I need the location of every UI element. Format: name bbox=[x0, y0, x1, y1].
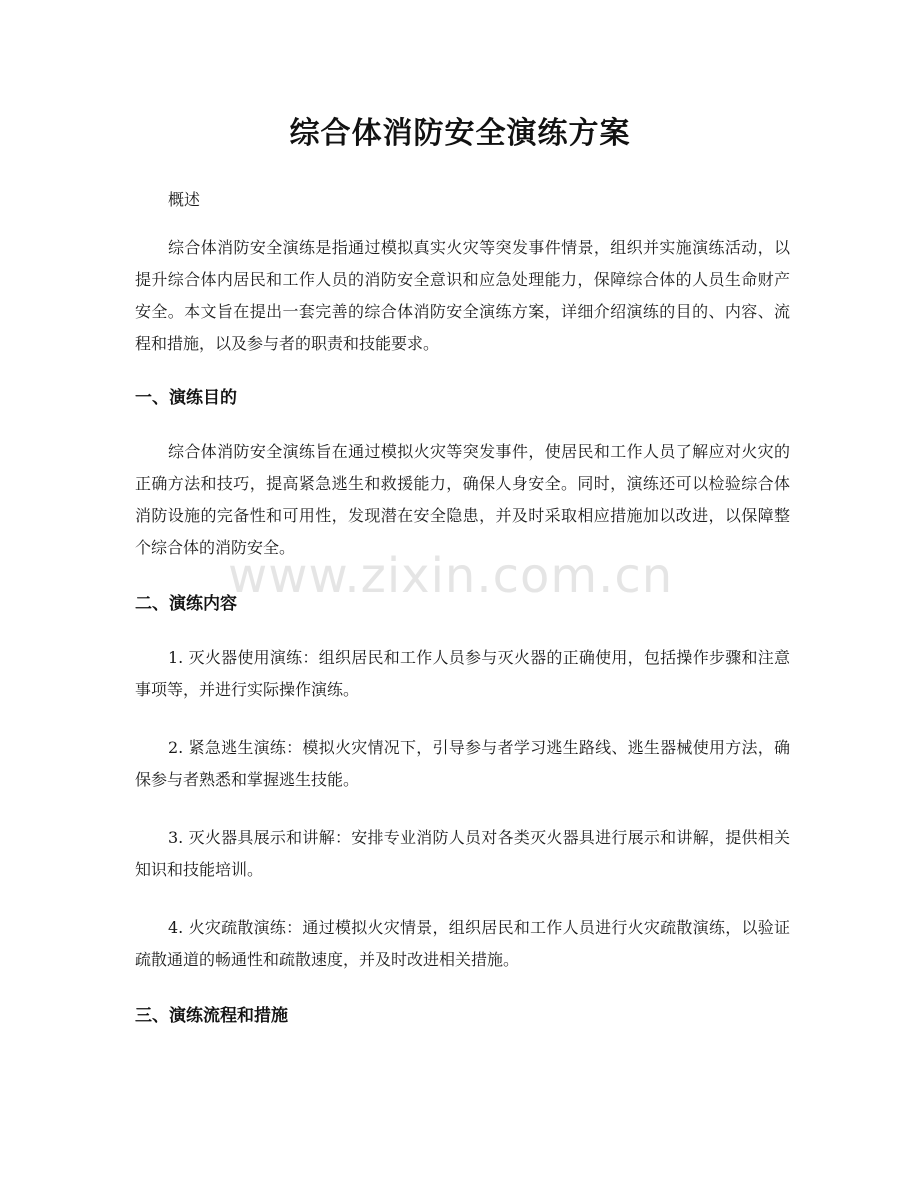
document-body bbox=[135, 186, 790, 1030]
section-heading-purpose: 一、演练目的 bbox=[135, 388, 237, 408]
section-heading-content: 二、演练内容 bbox=[135, 594, 237, 614]
list-item: 4. 火灾疏散演练：通过模拟火灾情景，组织居民和工作人员进行火灾疏散演练，以验证疏散通道的畅通性和疏散速度，并及时改进相关措施。 bbox=[135, 918, 790, 969]
overview-paragraph: 综合体消防安全演练是指通过模拟真实火灾等突发事件情景，组织并实施演练活动，以提升综合体内居民和工作人员的消防安全意识和应急处理能力，保障综合体的人员生命财产安全。本文旨在提出一套完善的综合体消防安全演练方案，详细介绍演练的目的、内容、流程和措施，以及参与者的职责和技能要求。 bbox=[135, 238, 790, 353]
watermark: www.zixin.com.cn bbox=[228, 548, 674, 604]
list-item: 3. 灭火器具展示和讲解：安排专业消防人员对各类灭火器具进行展示和讲解，提供相关知识和技能培训。 bbox=[135, 828, 790, 879]
section-heading-process: 三、演练流程和措施 bbox=[135, 1006, 288, 1026]
purpose-paragraph: 综合体消防安全演练旨在通过模拟火灾等突发事件，使居民和工作人员了解应对火灾的正确方法和技巧，提高紧急逃生和救援能力，确保人身安全。同时，演练还可以检验综合体消防设施的完备性和可用性，发现潜在安全隐患，并及时采取相应措施加以改进，以保障整个综合体的消防安全。 bbox=[135, 442, 790, 557]
document-title: 综合体消防安全演练方案 bbox=[289, 116, 631, 151]
list-item: 2. 紧急逃生演练：模拟火灾情况下，引导参与者学习逃生路线、逃生器械使用方法，确保参与者熟悉和掌握逃生技能。 bbox=[135, 738, 790, 789]
list-item: 1. 灭火器使用演练：组织居民和工作人员参与灭火器的正确使用，包括操作步骤和注意事项等，并进行实际操作演练。 bbox=[135, 648, 790, 699]
overview-label: 概述 bbox=[168, 190, 201, 209]
